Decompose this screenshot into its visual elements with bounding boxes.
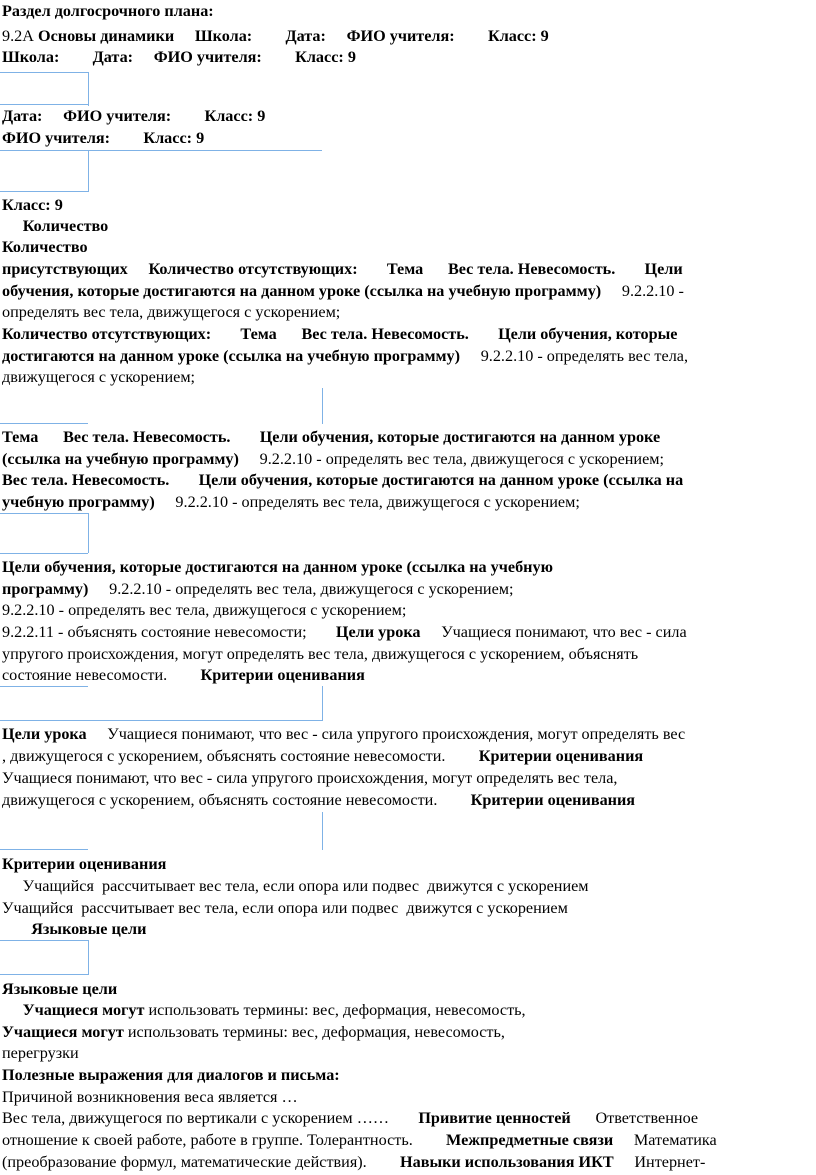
text-run: 9.2.2.10 - определять вес тела, [460, 347, 680, 365]
text-run: состояние невесомости. [2, 666, 172, 684]
text-line [2, 259, 683, 279]
text-line [2, 47, 356, 67]
text-run: Класс: 9 [252, 48, 314, 66]
text-run: Количество отсутствующих: [139, 260, 350, 278]
text-line [2, 216, 108, 236]
text-line [2, 600, 406, 620]
text-run [120, 48, 129, 66]
text-line [2, 1152, 705, 1172]
text-run: использовать термины: вес, деформация, невесомость, [135, 1001, 518, 1019]
text-run: Навыки использования ИКТ [382, 1153, 597, 1171]
text-run: Класс: 9 [2, 196, 63, 214]
text-run: Основы динамики [37, 27, 175, 45]
text-run: использовать термины: вес, деформация, невесомость, [123, 1023, 505, 1041]
text-run [114, 129, 127, 147]
text-line [2, 427, 660, 447]
text-line [2, 898, 568, 918]
text-line [2, 1022, 505, 1042]
text-run: отношение к своей работе, работе в группе. Толерантность. [2, 1131, 417, 1149]
text-run [46, 107, 55, 125]
text-run: Дата: [75, 48, 121, 66]
text-run: Учащиеся могут [2, 1023, 124, 1041]
text-line [2, 579, 514, 599]
text-run: 9.2.2.10 - определять вес тела, движущегося с ускорением; [154, 493, 572, 511]
text-run: Языковые цели [14, 920, 130, 938]
text-run: Цели урока [318, 623, 404, 641]
text-run: Ответственное [557, 1109, 673, 1127]
text-run [127, 260, 140, 278]
text-line [2, 622, 687, 642]
text-run: Учащиеся могут [14, 1001, 136, 1019]
text-run: Цели обучения, которые достигаются на данном уроке [234, 428, 635, 446]
text-run: Дата: [2, 107, 47, 125]
text-run: Языковые цели [2, 980, 118, 998]
text-run: Учащиеся понимают, что вес - сила упругого происхождения, могут определять вес [86, 725, 677, 743]
text-run: Математика [596, 1131, 692, 1149]
text-run: Цели обучения, которые достигаются на данном уроке (ссылка на учебную [2, 558, 553, 576]
text-line [2, 790, 635, 810]
text-run: 9.2.2.10 - определять вес тела, движущегося с ускорением; [88, 580, 505, 598]
text-run: Раздел долгосрочного плана: [2, 2, 214, 20]
text-run [389, 1109, 402, 1127]
text-line [2, 324, 677, 344]
text-run [221, 428, 235, 446]
text-line [2, 367, 195, 387]
text-run: Дата: [259, 27, 305, 45]
text-run: Вес тела. Невесомость. [413, 260, 582, 278]
text-run: Привитие ценностей [401, 1109, 558, 1127]
text-run [169, 471, 182, 489]
text-run [174, 27, 187, 45]
text-line [2, 1108, 698, 1128]
text-run: упругого происхождения, могут определять вес тела, движущегося с ускорением, объяснять [2, 645, 639, 663]
text-run [370, 1153, 383, 1171]
text-run [304, 27, 313, 45]
text-run [2, 217, 15, 235]
text-run: Интернет- [596, 1153, 680, 1171]
text-run [63, 48, 76, 66]
text-run: учебную программу) [2, 493, 155, 511]
text-run: Учащийся рассчитывает вес тела, если опора или подвес движутся с ускорением [2, 877, 580, 895]
text-line [2, 1043, 79, 1063]
text-run: Учащийся рассчитывает вес тела, если опора или подвес движутся с ускорением [2, 899, 568, 917]
text-line [2, 128, 204, 148]
text-run [211, 325, 224, 343]
text-run [247, 27, 260, 45]
text-run [443, 325, 456, 343]
text-run: Межпредметные связи [428, 1131, 597, 1149]
text-run: ФИО учителя: [54, 107, 167, 125]
text-line [2, 919, 146, 939]
text-run: Цели урока [2, 725, 87, 743]
text-run: Учащиеся понимают, что вес - сила упругого происхождения, могут определять вес тела, [2, 769, 618, 787]
text-run: Причиной возникновения веса является … [2, 1088, 298, 1106]
text-run [306, 623, 319, 641]
text-line [2, 1, 214, 21]
text-run: перегрузки [2, 1044, 79, 1062]
text-line [2, 281, 684, 301]
text-line [2, 492, 580, 512]
text-run [42, 428, 55, 446]
text-run [2, 920, 15, 938]
text-run [263, 325, 276, 343]
text-run: достигаются на данном уроке (ссылка на учебную программу) [2, 347, 461, 365]
text-run: Вес тела. Невесомость. [54, 428, 222, 446]
text-run: 9.2.2.11 - объяснять состояние невесомости; [2, 623, 307, 641]
text-run: ФИО учителя: [128, 48, 241, 66]
text-run: Критерии оценивания [461, 747, 627, 765]
text-run: Критерии оценивания [183, 666, 348, 684]
text-run: движущегося с ускорением, объяснять состояние невесомости. [2, 791, 442, 809]
text-line [2, 557, 553, 577]
text-run: , движущегося с ускорением, объяснять состояние невесомости. [2, 747, 450, 765]
text-line [2, 302, 340, 322]
text-run: Тема [223, 325, 264, 343]
text-run [240, 48, 253, 66]
text-run: определять вес тела, движущегося с ускорением; [2, 303, 341, 321]
text-line [2, 854, 166, 874]
text-run: 9.2.2.10 - определять вес тела, движущегося с ускорением; [2, 601, 407, 619]
text-line [2, 876, 589, 896]
text-run [166, 107, 179, 125]
text-run: Вес тела, движущегося по вертикали с ускорением …… [2, 1109, 390, 1127]
text-run: Школа: [2, 48, 64, 66]
text-line [2, 470, 683, 490]
text-line [2, 1000, 526, 1020]
text-run [441, 791, 454, 809]
text-run: Класс: 9 [436, 27, 498, 45]
text-line [2, 1065, 340, 1085]
text-run [424, 27, 437, 45]
text-run: Класс: 9 [178, 107, 240, 125]
text-run: 9.2.2.10 - определять вес тела, движущегося с ускорением; [238, 450, 656, 468]
text-line [2, 237, 88, 257]
text-run [416, 1131, 429, 1149]
text-run: Цели обучения, которые достигаются на данном уроке (ссылка на [181, 471, 667, 489]
text-run: (ссылка на учебную программу) [2, 450, 239, 468]
text-run: Тема [361, 260, 402, 278]
text-run: Школа: [186, 27, 248, 45]
text-run: 9.2А [2, 27, 38, 45]
text-run [401, 260, 414, 278]
text-line [2, 346, 688, 366]
text-line [2, 768, 617, 788]
text-run: ФИО учителя: [2, 129, 115, 147]
text-line [2, 195, 63, 215]
text-run: программу) [2, 580, 89, 598]
text-run [581, 260, 594, 278]
text-line [2, 644, 638, 664]
text-run: присутствующих [2, 260, 128, 278]
text-line [2, 746, 643, 766]
text-line [2, 1087, 298, 1107]
text-run: Вес тела. Невесомость. [275, 325, 444, 343]
text-run: ФИО учителя: [312, 27, 425, 45]
text-run: Вес тела. Невесомость. [2, 471, 170, 489]
text-run: Учащиеся понимают, что вес - сила [403, 623, 662, 641]
text-run: Тема [2, 428, 43, 446]
text-run: Полезные выражения для диалогов и письма: [2, 1066, 340, 1084]
text-run: Количество отсутствующих: [2, 325, 212, 343]
text-run: (преобразование формул, математические действия). [2, 1153, 371, 1171]
text-line [2, 1130, 717, 1150]
text-run: 9.2.2.10 - [601, 282, 676, 300]
text-run: обучения, которые достигаются на данном уроке (ссылка на учебную программу) [2, 282, 602, 300]
text-line [2, 449, 664, 469]
text-run [349, 260, 362, 278]
text-line [2, 724, 685, 744]
text-run: Класс: 9 [126, 129, 188, 147]
text-run: Цели обучения, которые [455, 325, 635, 343]
text-run [2, 1001, 15, 1019]
text-run: движущегося с ускорением; [2, 368, 196, 386]
text-run: Цели [593, 260, 632, 278]
text-run: Критерии оценивания [453, 791, 618, 809]
text-run [171, 666, 184, 684]
text-line [2, 979, 117, 999]
text-run [449, 747, 462, 765]
text-run: Количество [2, 238, 88, 256]
text-line [2, 665, 365, 685]
text-line [2, 26, 549, 46]
text-run: Количество [14, 217, 100, 235]
text-run: Критерии оценивания [2, 855, 167, 873]
text-line [2, 106, 265, 126]
